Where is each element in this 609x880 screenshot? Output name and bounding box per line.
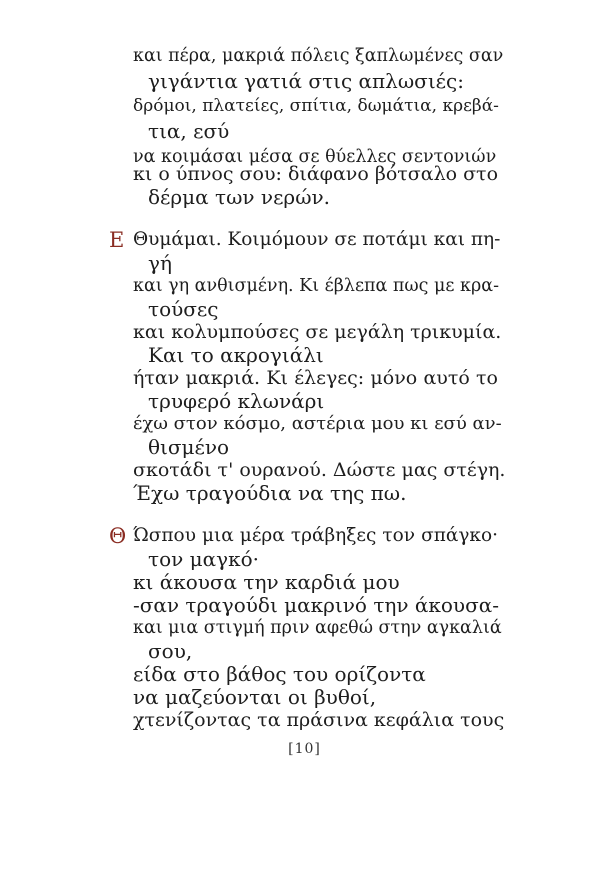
verse-line: κι ο ύπνος σου: διάφανο βότσαλο στο bbox=[133, 163, 499, 185]
verse-line: σου, bbox=[148, 639, 193, 663]
verse-line: τούσες bbox=[148, 297, 219, 321]
verse-line: Και το ακρογιάλι bbox=[148, 343, 324, 367]
verse-line: τια, εσύ bbox=[148, 119, 230, 143]
verse-line: ήταν μακριά. Κι έλεγες: μόνο αυτό το bbox=[133, 367, 498, 389]
verse-line: Ώσπου μια μέρα τράβηξες τον σπάγκο· bbox=[133, 525, 498, 546]
verse-line: γιγάντια γατιά στις απλωσιές: bbox=[148, 69, 464, 93]
verse-line: τον μαγκό· bbox=[148, 547, 259, 571]
verse-line: κι άκουσα την καρδιά μου bbox=[133, 570, 400, 594]
verse-line: έχω στον κόσμο, αστέρια μου κι εσύ αν- bbox=[133, 413, 502, 434]
verse-line: -σαν τραγούδι μακρινό την άκουσα- bbox=[133, 593, 499, 617]
verse-line: και πέρα, μακριά πόλεις ξαπλωμένες σαν bbox=[133, 46, 504, 66]
verse-line: δέρμα των νερών. bbox=[148, 185, 331, 209]
verse-line: Έχω τραγούδια να της πω. bbox=[133, 481, 407, 505]
verse-line: δρόμοι, πλατείες, σπίτια, δωμάτια, κρεβά- bbox=[133, 96, 499, 116]
verse-line: και γη ανθισμένη. Κι έβλεπα πως με κρα- bbox=[133, 276, 499, 296]
verse-line: σκοτάδι τ' ουρανού. Δώστε μας στέγη. bbox=[133, 459, 506, 481]
verse-line: είδα στο βάθος του ορίζοντα bbox=[133, 662, 426, 686]
verse-line: χτενίζοντας τα πράσινα κεφάλια τους bbox=[133, 709, 505, 731]
verse-line: τρυφερό κλωνάρι bbox=[148, 389, 325, 413]
verse-line: και μια στιγμή πριν αφεθώ στην αγκαλιά bbox=[133, 618, 502, 638]
verse-line: θισμένο bbox=[148, 435, 230, 459]
verse-line: Θυμάμαι. Κοιμόμουν σε ποτάμι και πη- bbox=[133, 229, 501, 250]
verse-line: να μαζεύονται οι βυθοί, bbox=[133, 685, 377, 709]
verse-line: γή bbox=[148, 251, 172, 275]
verse-line: και κολυμπούσες σε μεγάλη τρικυμία. bbox=[133, 321, 502, 343]
page-number: [10] bbox=[288, 741, 321, 757]
stanza-marker-letter: Ε bbox=[109, 228, 125, 252]
verse-line: να κοιμάσαι μέσα σε θύελλες σεντονιών bbox=[133, 147, 497, 167]
stanza-marker-letter: Θ bbox=[109, 524, 127, 548]
